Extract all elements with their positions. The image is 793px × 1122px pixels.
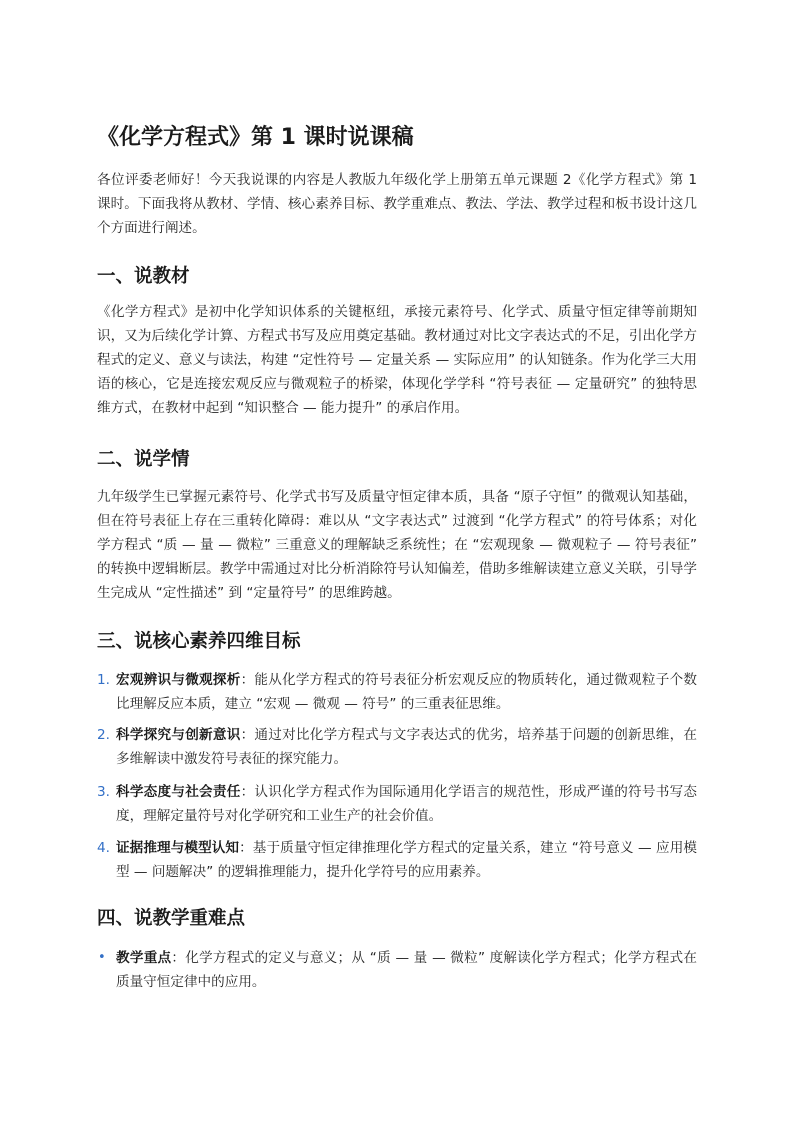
bullet-icon: • [98, 950, 106, 965]
intro-paragraph: 各位评委老师好！今天我说课的内容是人教版九年级化学上册第五单元课题 2《化学方程式》第 1 课时。下面我将从教材、学情、核心素养目标、教学重难点、教法、学法、教学过程和板书设计这几个方面进行阐述。 [97, 172, 697, 236]
list-item-text [116, 668, 697, 716]
list-item-text [116, 780, 697, 828]
list-item-body: ：化学方程式的定义与意义；从 “质 — 量 — 微粒” 度解读化学方程式；化学方程式在质量守恒定律中的应用。 [116, 950, 698, 990]
list-item-body: ：能从化学方程式的符号表征分析宏观反应的物质转化，通过微观粒子个数比理解反应本质，建立 “宏观 — 微观 — 符号” 的三重表征思维。 [116, 672, 698, 712]
section-body-textbook: 《化学方程式》是初中化学知识体系的关键枢纽，承接元素符号、化学式、质量守恒定律等前期知识，又为后续化学计算、方程式书写及应用奠定基础。教材通过对比文字表达式的不足，引出化学方程式的定义、意义与读法，构建 “定性符号 — 定量关系 — 实际应用” 的认知链条。作为化学三大用语的核心，它是连接宏观反应与微观粒子的桥梁，体现化学学科 “符号表征 — 定量研究” 的独特思维方式，在教材中起到 “知识整合 — 能力提升” 的承启作用。 [97, 304, 697, 416]
section-heading-key-difficult-points: 四、说教学重难点 [97, 908, 246, 929]
list-item-body: ：通过对比化学方程式与文字表达式的优劣，培养基于问题的创新思维，在多维解读中激发符号表征的探究能力。 [116, 727, 698, 767]
list-item-label: 证据推理与模型认知 [116, 840, 240, 856]
list-number: 1. [97, 672, 110, 688]
list-item-label: 教学重点 [116, 950, 172, 966]
goal-list-item [97, 723, 697, 771]
document-title: 《化学方程式》第 1 课时说课稿 [97, 125, 414, 150]
goal-list-item [97, 668, 697, 716]
list-item-body: ：认识化学方程式作为国际通用化学语言的规范性，形成严谨的符号书写态度，理解定量符号对化学研究和工业生产的社会价值。 [116, 784, 698, 824]
list-item-label: 科学探究与创新意识 [116, 727, 241, 743]
section-heading-textbook: 一、说教材 [97, 266, 190, 287]
list-number: 4. [97, 840, 110, 856]
section-heading-learners: 二、说学情 [97, 449, 190, 470]
bullet-list-item [97, 946, 697, 994]
list-item-text [116, 723, 697, 771]
list-number: 3. [97, 784, 110, 800]
list-number: 2. [97, 727, 110, 743]
goal-list-item [97, 780, 697, 828]
list-item-label: 科学态度与社会责任 [116, 784, 241, 800]
section-heading-core-literacy-goals: 三、说核心素养四维目标 [97, 631, 301, 652]
list-item-text [116, 836, 697, 884]
list-item-body: ：基于质量守恒定律推理化学方程式的定量关系，建立 “符号意义 — 应用模型 — 问题解决” 的逻辑推理能力，提升化学符号的应用素养。 [116, 840, 697, 880]
list-item-text [116, 946, 697, 994]
list-item-label: 宏观辨识与微观探析 [116, 672, 241, 688]
section-body-learners: 九年级学生已掌握元素符号、化学式书写及质量守恒定律本质，具备 “原子守恒” 的微观认知基础，但在符号表征上存在三重转化障碍：难以从 “文字表达式” 过渡到 “化学方程式” 的符号体系；对化学方程式 “质 — 量 — 微粒” 三重意义的理解缺乏系统性；在 “宏观现象 — 微观粒子 — 符号表征” 的转换中逻辑断层。教学中需通过对比分析消除符号认知偏差，借助多维解读建立意义关联，引导学生完成从 “定性描述” 到 “定量符号” 的思维跨越。 [97, 489, 697, 601]
goal-list-item [97, 836, 697, 884]
